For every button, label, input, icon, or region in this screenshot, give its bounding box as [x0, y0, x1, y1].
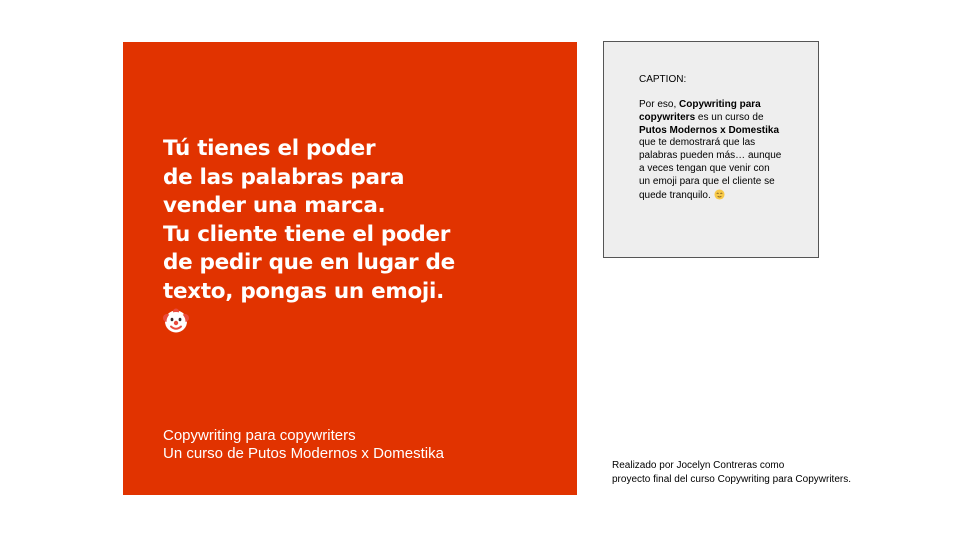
credit-line: Realizado por Jocelyn Contreras como	[612, 460, 785, 471]
caption-bold-text: Putos Modernos x Domestika	[639, 124, 780, 136]
caption-bold-text: Copywriting para	[679, 99, 761, 110]
caption-text: un emoji para que el cliente se	[639, 175, 775, 187]
post-headline	[163, 135, 563, 334]
caption-text: es un curso de	[695, 111, 764, 123]
headline-line: Tú tienes el poder	[163, 136, 376, 161]
clown-face-icon	[163, 308, 189, 334]
instagram-post-mockup	[123, 42, 577, 495]
headline-line: vender una marca.	[163, 193, 386, 218]
caption-text: Por eso,	[639, 99, 680, 110]
project-credit	[612, 459, 851, 487]
caption-label: CAPTION:	[639, 74, 687, 85]
caption-text: a veces tengan que venir con	[639, 162, 770, 174]
caption-body	[639, 99, 804, 202]
headline-line: de las palabras para	[163, 164, 405, 190]
caption-text: quede tranquilo.	[639, 189, 711, 201]
caption-text: palabras pueden más… aunque	[639, 150, 782, 162]
headline-line: texto, pongas un emoji.	[163, 278, 444, 304]
caption-text: que te demostrará que las	[639, 137, 756, 149]
headline-line: Tu cliente tiene el poder	[163, 221, 451, 247]
credit-line: proyecto final del curso Copywriting para Copywriters.	[612, 474, 851, 485]
relieved-face-icon	[714, 189, 725, 200]
caption-box	[603, 41, 819, 258]
headline-line: de pedir que en lugar de	[163, 250, 455, 275]
post-footer-course: Copywriting para copywriters	[163, 427, 356, 444]
caption-bold-text: copywriters	[639, 111, 696, 123]
post-footer-credit: Un curso de Putos Modernos x Domestika	[163, 445, 444, 462]
post-footer	[163, 427, 444, 463]
